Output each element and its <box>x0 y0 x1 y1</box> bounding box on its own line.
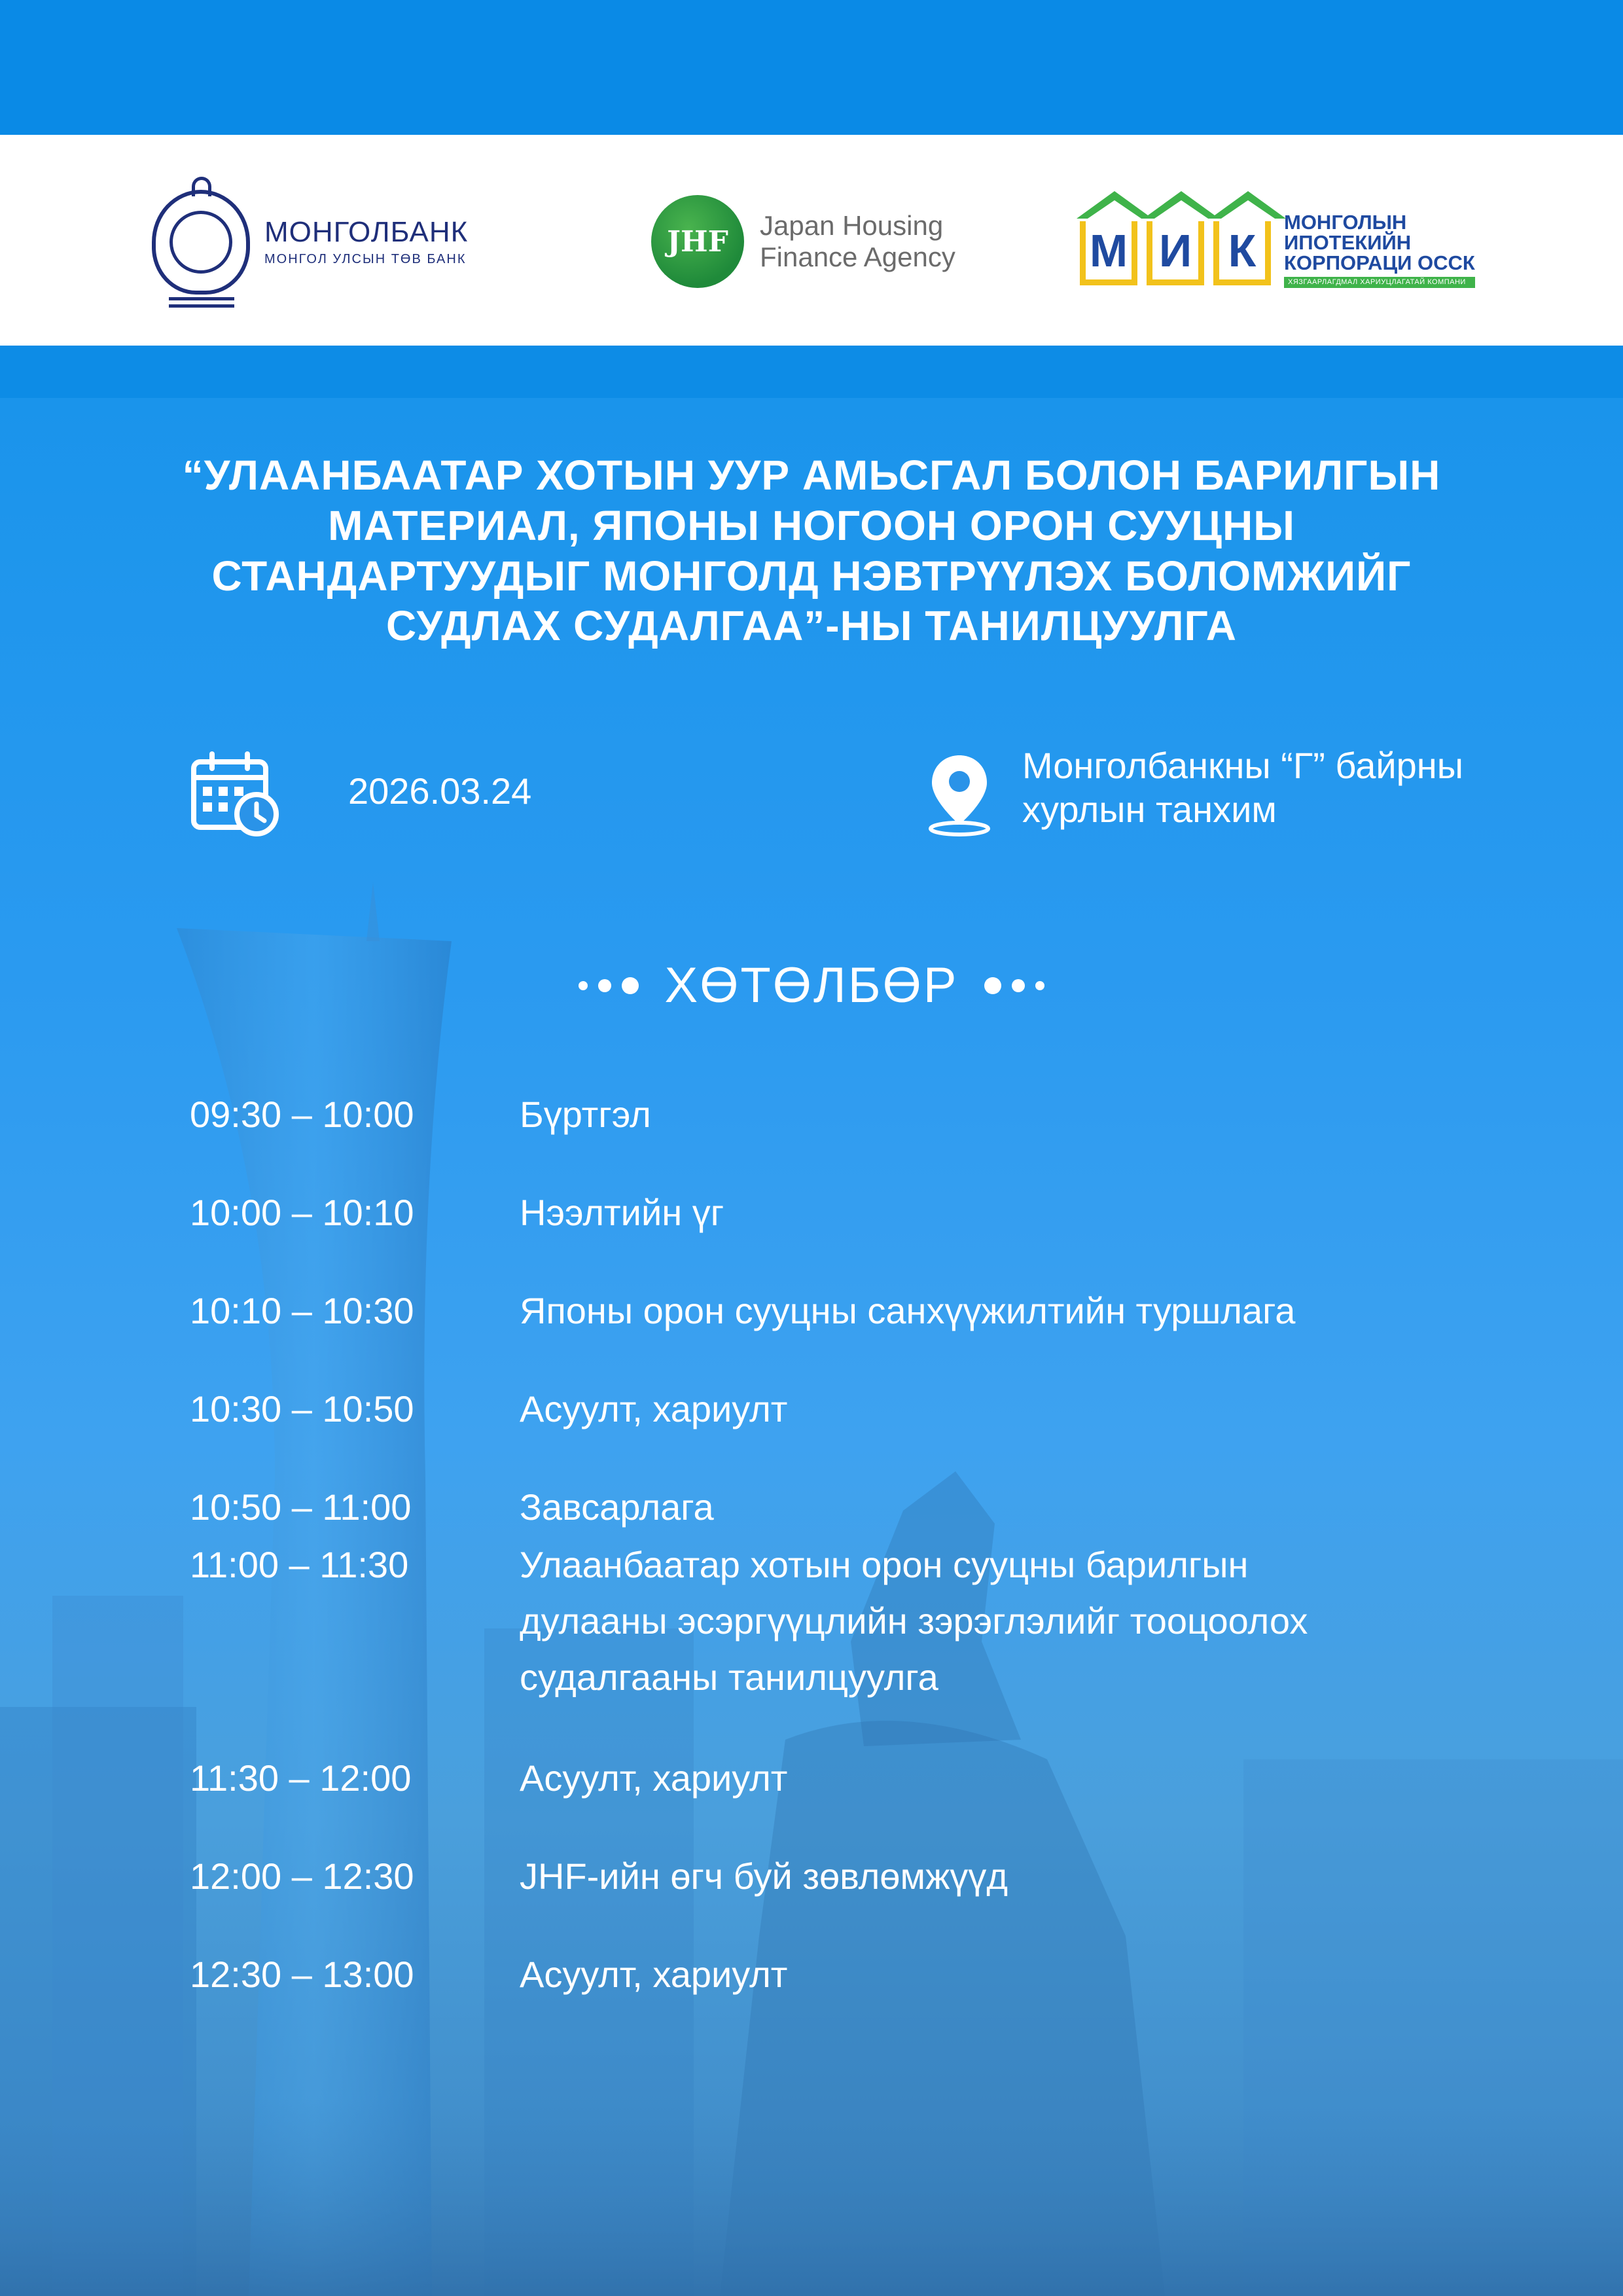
schedule-desc: Японы орон сууцны санхүүжилтийн туршлага <box>520 1290 1296 1331</box>
schedule-time: 12:30 – 13:00 <box>190 1954 414 1995</box>
event-venue <box>1022 744 1585 831</box>
title-line-4: СУДЛАХ СУДАЛГАА”-НЫ ТАНИЛЦУУЛГА <box>386 602 1237 650</box>
schedule-time: 11:30 – 12:00 <box>190 1757 412 1799</box>
schedule-time: 10:10 – 10:30 <box>190 1290 414 1331</box>
jhf-name-line1: Japan Housing <box>760 209 944 241</box>
mik-logo <box>1080 192 1475 288</box>
mongolbank-logo <box>152 190 468 295</box>
schedule-desc: Завсарлага <box>520 1486 714 1528</box>
title-line-3: СТАНДАРТУУДЫГ МОНГОЛД НЭВТРҮҮЛЭХ БОЛОМЖИЙГ <box>211 552 1412 600</box>
schedule-time: 09:30 – 10:00 <box>190 1094 414 1135</box>
schedule-time: 12:00 – 12:30 <box>190 1856 414 1897</box>
schedule-desc: Асуулт, хариулт <box>520 1757 788 1799</box>
schedule-desc-line-3: судалгааны танилцуулга <box>520 1657 938 1698</box>
schedule-desc: Нээлтийн үг <box>520 1192 724 1233</box>
event-title <box>92 450 1531 651</box>
schedule-time: 11:00 – 11:30 <box>190 1544 409 1585</box>
mik-name-line3: КОРПОРАЦИ ОССК <box>1284 251 1475 274</box>
poster-body <box>0 398 1623 2296</box>
jhf-logo <box>651 195 955 288</box>
schedule-time: 10:30 – 10:50 <box>190 1388 414 1429</box>
calendar-clock-icon <box>190 751 281 838</box>
location-pin-icon <box>925 751 993 836</box>
jhf-name-line2: Finance Agency <box>760 242 955 272</box>
mongolbank-emblem-icon <box>152 190 250 295</box>
dots-right-icon <box>984 977 1044 994</box>
program-heading-text: ХӨТӨЛБӨР <box>664 958 959 1013</box>
schedule-desc <box>520 1537 1541 1706</box>
mik-letter-i: И <box>1147 221 1204 285</box>
schedule-desc-line-1: Улаанбаатар хотын орон сууцны барилгын <box>520 1544 1249 1585</box>
schedule-desc: Асуулт, хариулт <box>520 1388 788 1429</box>
dots-left-icon <box>579 977 639 994</box>
mik-letter-m: М <box>1080 221 1137 285</box>
mik-letter-k: К <box>1213 221 1271 285</box>
schedule-desc: Бүртгэл <box>520 1094 651 1135</box>
city-background-illustration <box>0 398 1623 2296</box>
mik-subline: ХЯЗГААРЛАГДМАЛ ХАРИУЦЛАГАТАЙ КОМПАНИ <box>1284 277 1475 288</box>
mongolbank-subtitle: МОНГОЛ УЛСЫН ТӨВ БАНК <box>264 251 467 266</box>
separator-band <box>0 346 1623 398</box>
schedule-time: 10:50 – 11:00 <box>190 1486 412 1528</box>
title-line-1: “УЛААНБААТАР ХОТЫН УУР АМЬСГАЛ БОЛОН БАРИЛГЫН <box>182 452 1441 499</box>
venue-line-2: хурлын танхим <box>1022 789 1277 831</box>
title-line-2: МАТЕРИАЛ, ЯПОНЫ НОГООН ОРОН СУУЦНЫ <box>328 501 1295 549</box>
mik-name-line2: ИПОТЕКИЙН <box>1284 231 1412 254</box>
mik-name-line1: МОНГОЛЫН <box>1284 211 1407 234</box>
jhf-emblem-icon <box>651 195 744 288</box>
event-date: 2026.03.24 <box>348 770 532 812</box>
top-color-band <box>0 0 1623 135</box>
schedule-desc: JHF-ийн өгч буй зөвлөмжүүд <box>520 1856 1008 1897</box>
program-heading <box>0 957 1623 1014</box>
mongolbank-name: МОНГОЛБАНК <box>264 215 469 248</box>
schedule-desc-line-2: дулааны эсэргүүцлийн зэрэглэлийг тооцоолох <box>520 1600 1308 1641</box>
jhf-mark: JHF <box>667 224 728 259</box>
schedule-desc: Асуулт, хариулт <box>520 1954 788 1995</box>
venue-line-1: Монголбанкны “Г” байрны <box>1022 745 1463 786</box>
schedule-time: 10:00 – 10:10 <box>190 1192 414 1233</box>
